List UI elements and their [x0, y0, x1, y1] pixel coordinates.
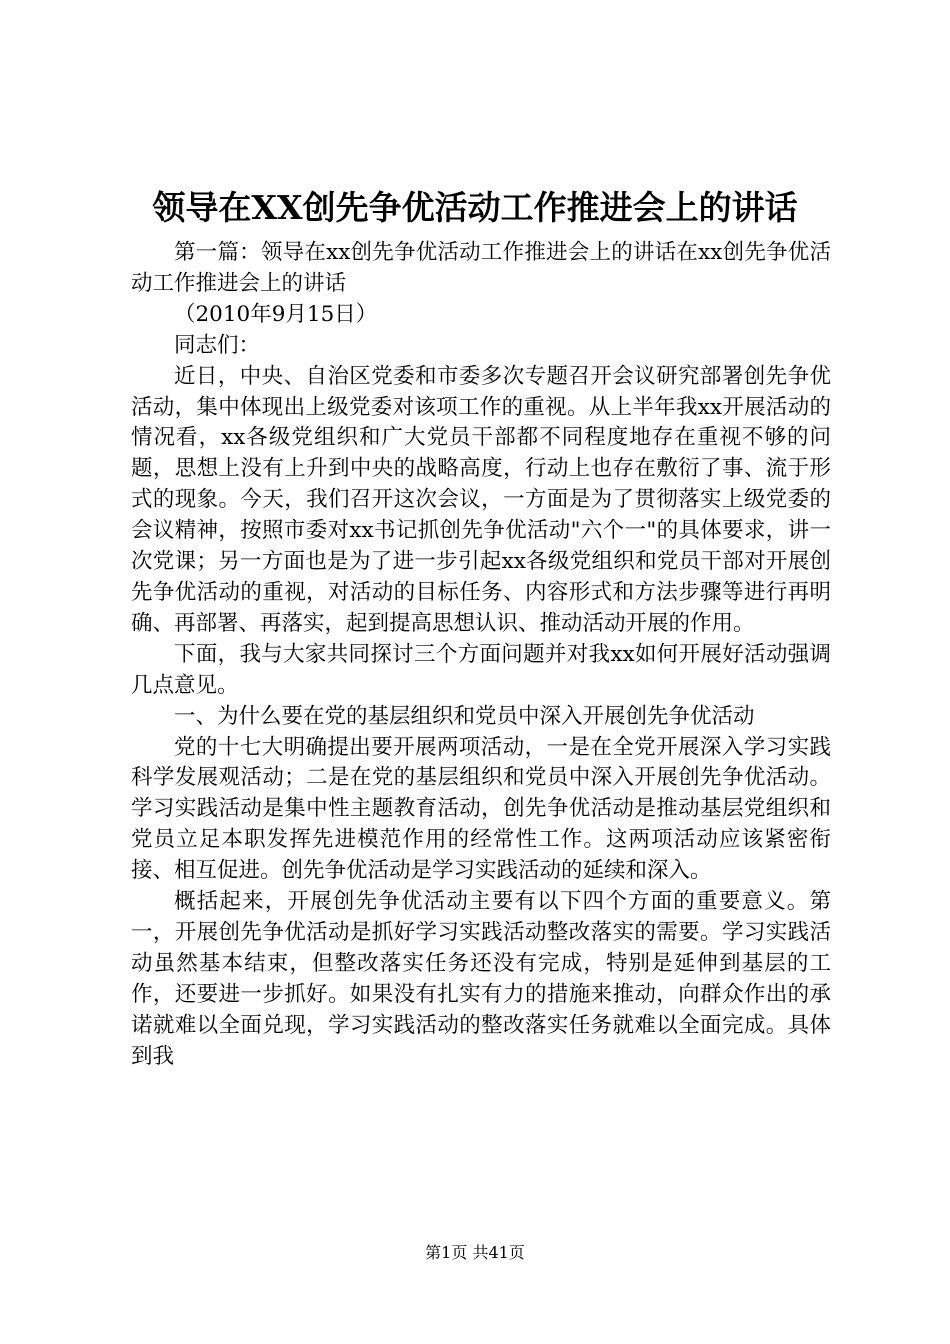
document-title: 领导在XX创先争优活动工作推进会上的讲话 — [152, 188, 798, 227]
document-body — [131, 238, 831, 1072]
paragraph: 第一篇：领导在xx创先争优活动工作推进会上的讲话在xx创先争优活动工作推进会上的讲话 — [131, 240, 831, 296]
page-footer: 第1页 共41页 — [425, 1243, 525, 1262]
section-heading: 一、为什么要在党的基层组织和党员中深入开展创先争优活动 — [174, 703, 755, 729]
paragraph: 党的十七大明确提出要开展两项活动，一是在全党开展深入学习实践科学发展观活动；二是在党的基层组织和党员中深入开展创先争优活动。学习实践活动是集中性主题教育活动，创先争优活动是推动基层党组织和党员立足本职发挥先进模范作用的经常性工作。这两项活动应该紧密衔接、相互促进。创先争优活动是学习实践活动的延续和深入。 — [131, 734, 831, 884]
paragraph: 概括起来，开展创先争优活动主要有以下四个方面的重要意义。第一，开展创先争优活动是抓好学习实践活动整改落实的需要。学习实践活动虽然基本结束，但整改落实任务还没有完成，特别是延伸到基层的工作，还要进一步抓好。如果没有扎实有力的措施来推动，向群众作出的承诺就难以全面兑现，学习实践活动的整改落实任务就难以全面完成。具体到我 — [131, 889, 831, 1069]
paragraph: 近日，中央、自治区党委和市委多次专题召开会议研究部署创先争优活动，集中体现出上级党委对该项工作的重视。从上半年我xx开展活动的情况看，xx各级党组织和广大党员干部都不同程度地存在重视不够的问题，思想上没有上升到中央的战略高度，行动上也存在敷衍了事、流于形式的现象。今天，我们召开这次会议，一方面是为了贯彻落实上级党委的会议精神，按照市委对xx书记抓创先争优活动"六个一"的具体要求，讲一次党课；另一方面也是为了进一步引起xx各级党组织和党员干部对开展创先争优活动的重视，对活动的目标任务、内容形式和方法步骤等进行再明确、再部署、再落实，起到提高思想认识、推动活动开展的作用。 — [131, 363, 831, 636]
paragraph: 下面，我与大家共同探讨三个方面问题并对我xx如何开展好活动强调几点意见。 — [131, 641, 831, 698]
paragraph: （2010年9月15日） — [174, 301, 378, 327]
paragraph: 同志们： — [174, 332, 261, 358]
